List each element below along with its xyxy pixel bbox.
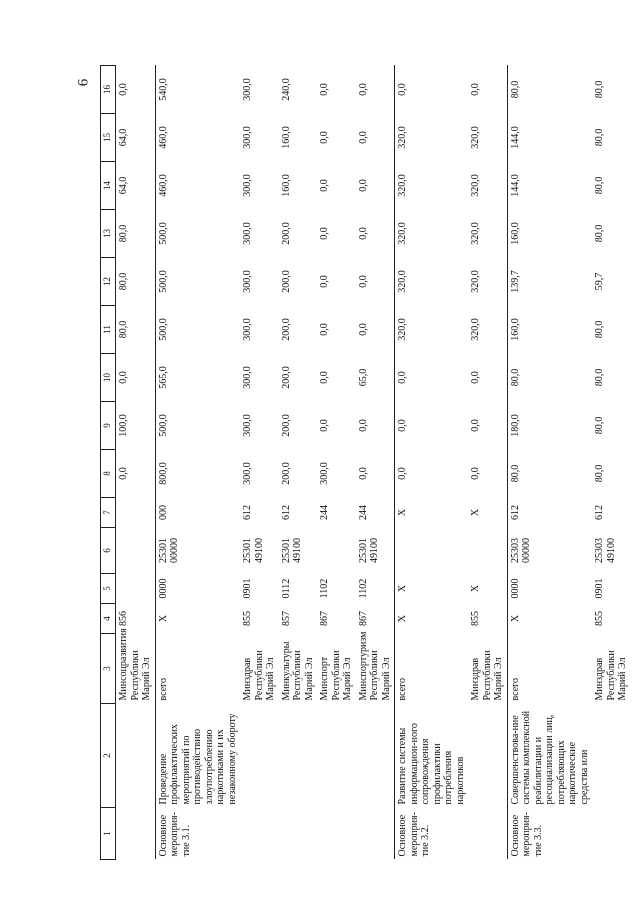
mero-code: Основное мероприя-тие 3.2. xyxy=(397,812,431,857)
year-amount: 0,0 xyxy=(319,131,330,144)
year-amount: 240,0 xyxy=(280,78,292,101)
vr-code: Х xyxy=(397,508,408,517)
mero-code xyxy=(468,808,507,860)
year-amount: 0,0 xyxy=(357,227,369,240)
rzpr-code: 0000 xyxy=(509,578,521,599)
mero-name xyxy=(279,704,318,808)
table-row xyxy=(240,66,279,860)
year-amount: 300,0 xyxy=(319,462,330,485)
column-number: 1 xyxy=(101,808,116,860)
rzpr-code: Х xyxy=(397,584,408,593)
vr-code: 244 xyxy=(357,505,369,520)
column-number: 4 xyxy=(101,604,116,634)
vr-code: 000 xyxy=(157,505,169,520)
executor: Минкультуры Республики Марий Эл xyxy=(280,641,315,701)
year-amount: 540,0 xyxy=(157,78,169,101)
column-number: 12 xyxy=(101,258,116,306)
year-amount: 300,0 xyxy=(242,462,253,485)
grbs-code: 857 xyxy=(280,611,292,626)
grbs-code: Х xyxy=(509,614,521,623)
mero-name xyxy=(116,704,156,808)
year-amount: 180,0 xyxy=(509,414,521,437)
year-amount: 800,0 xyxy=(157,462,169,485)
budget-table xyxy=(100,65,631,860)
year-amount: 300,0 xyxy=(242,414,253,437)
grbs-code: 855 xyxy=(594,611,605,626)
year-amount: 0,0 xyxy=(357,179,369,192)
year-amount: 200,0 xyxy=(280,270,292,293)
mero-code xyxy=(116,808,156,860)
csr-code: 25301 49100 xyxy=(280,538,303,563)
year-amount: 320,0 xyxy=(470,174,481,197)
column-number: 9 xyxy=(101,402,116,450)
year-amount: 0,0 xyxy=(319,275,330,288)
year-amount: 80,0 xyxy=(594,320,605,339)
column-number: 15 xyxy=(101,114,116,162)
mero-code xyxy=(317,808,356,860)
table-body xyxy=(116,66,631,860)
column-number: 14 xyxy=(101,162,116,210)
csr-code: 25301 00000 xyxy=(157,538,180,563)
year-amount: 80,0 xyxy=(594,368,605,387)
year-amount: 0,0 xyxy=(470,419,481,432)
mero-name: Проведение профилактических мероприятий по противодействию злоупотреблению наркотиками и их незаконному обороту xyxy=(157,713,238,805)
mero-code xyxy=(240,808,279,860)
rzpr-code: 1102 xyxy=(357,578,369,599)
year-amount: 0,0 xyxy=(118,371,129,384)
year-amount: 300,0 xyxy=(242,318,253,341)
executor: всего xyxy=(509,677,521,701)
executor: всего xyxy=(157,677,169,701)
rzpr-code: Х xyxy=(470,584,481,593)
year-amount: 0,0 xyxy=(397,371,408,384)
csr-code xyxy=(116,528,156,574)
year-amount: 320,0 xyxy=(397,222,408,245)
csr-code xyxy=(317,528,356,574)
mero-code xyxy=(279,808,318,860)
column-number: 6 xyxy=(101,528,116,574)
year-amount: 500,0 xyxy=(157,270,169,293)
column-number: 8 xyxy=(101,450,116,498)
vr-code: 612 xyxy=(594,505,605,520)
vr-code: 612 xyxy=(242,505,253,520)
year-amount: 64,0 xyxy=(118,176,129,195)
column-number: 13 xyxy=(101,210,116,258)
year-amount: 500,0 xyxy=(157,318,169,341)
year-amount: 144,0 xyxy=(509,174,521,197)
year-amount: 0,0 xyxy=(118,467,129,480)
year-amount: 320,0 xyxy=(397,174,408,197)
year-amount: 320,0 xyxy=(470,126,481,149)
year-amount: 0,0 xyxy=(319,371,330,384)
grbs-code: 855 xyxy=(470,611,481,626)
rotated-page-content xyxy=(100,70,639,860)
mero-name: Совершенствова-ние системы комплексной реабилитации и ресоциализации лиц, потребляющих наркотические средства или xyxy=(509,710,590,805)
year-amount: 160,0 xyxy=(280,174,292,197)
mero-code xyxy=(592,808,631,860)
year-amount: 0,0 xyxy=(357,131,369,144)
vr-code: 244 xyxy=(319,505,330,520)
executor: Минспорт Республики Марий Эл xyxy=(319,650,353,701)
year-amount: 0,0 xyxy=(357,467,369,480)
year-amount: 0,0 xyxy=(397,419,408,432)
column-number: 3 xyxy=(101,634,116,704)
year-amount: 200,0 xyxy=(280,462,292,485)
year-amount: 300,0 xyxy=(242,366,253,389)
column-number: 16 xyxy=(101,66,116,114)
year-amount: 200,0 xyxy=(280,414,292,437)
year-amount: 565,0 xyxy=(157,366,169,389)
table-row xyxy=(279,66,318,860)
year-amount: 0,0 xyxy=(357,419,369,432)
rzpr-code: 0000 xyxy=(157,578,169,599)
table-row xyxy=(317,66,356,860)
vr-code: 612 xyxy=(280,505,292,520)
year-amount: 0,0 xyxy=(470,467,481,480)
mero-code: Основное мероприя-тие 3.1. xyxy=(157,812,192,857)
vr-code: 612 xyxy=(509,505,521,520)
year-amount: 0,0 xyxy=(319,227,330,240)
year-amount: 80,0 xyxy=(594,464,605,483)
year-amount: 500,0 xyxy=(157,222,169,245)
executor: Минздрав Республики Марий Эл xyxy=(242,650,276,701)
year-amount: 80,0 xyxy=(594,80,605,99)
grbs-code: 855 xyxy=(242,611,253,626)
column-number: 2 xyxy=(101,704,116,808)
rzpr-code xyxy=(116,574,156,604)
mero-code: Основное мероприя-тие 3.3. xyxy=(509,812,544,857)
csr-code: 25301 49100 xyxy=(357,538,380,563)
year-amount: 320,0 xyxy=(397,318,408,341)
csr-code xyxy=(395,528,469,574)
year-amount: 500,0 xyxy=(157,414,169,437)
year-amount: 0,0 xyxy=(470,371,481,384)
year-amount: 300,0 xyxy=(242,174,253,197)
year-amount: 59,7 xyxy=(594,272,605,291)
year-amount: 0,0 xyxy=(397,83,408,96)
column-number-row xyxy=(101,66,116,860)
table-row xyxy=(116,66,156,860)
year-amount: 80,0 xyxy=(594,128,605,147)
year-amount: 139,7 xyxy=(509,270,521,293)
column-number: 10 xyxy=(101,354,116,402)
column-number: 7 xyxy=(101,498,116,528)
mero-name xyxy=(317,704,356,808)
year-amount: 80,0 xyxy=(118,224,129,243)
mero-name xyxy=(592,704,631,808)
year-amount: 80,0 xyxy=(509,464,521,483)
year-amount: 0,0 xyxy=(357,275,369,288)
table-row xyxy=(356,66,395,860)
year-amount: 80,0 xyxy=(509,368,521,387)
page-number: 6 xyxy=(75,78,92,87)
table-row xyxy=(507,66,592,860)
csr-code: 25303 00000 xyxy=(509,538,532,563)
year-amount: 0,0 xyxy=(319,179,330,192)
year-amount: 320,0 xyxy=(470,270,481,293)
vr-code: Х xyxy=(470,508,481,517)
year-amount: 200,0 xyxy=(280,222,292,245)
vr-code xyxy=(116,498,156,528)
executor: Минсоцразвития Республики Марий Эл xyxy=(118,628,152,701)
rzpr-code: 0112 xyxy=(280,578,292,599)
mero-name xyxy=(468,704,507,808)
rzpr-code: 0901 xyxy=(242,578,253,599)
csr-code: 25301 49100 xyxy=(242,538,265,563)
year-amount: 300,0 xyxy=(242,126,253,149)
year-amount: 320,0 xyxy=(470,318,481,341)
year-amount: 80,0 xyxy=(594,176,605,195)
year-amount: 0,0 xyxy=(470,83,481,96)
year-amount: 300,0 xyxy=(242,270,253,293)
grbs-code: 856 xyxy=(118,611,129,626)
grbs-code: Х xyxy=(397,614,408,623)
year-amount: 320,0 xyxy=(397,126,408,149)
year-amount: 460,0 xyxy=(157,174,169,197)
grbs-code: 867 xyxy=(357,611,369,626)
year-amount: 320,0 xyxy=(397,270,408,293)
executor: Минздрав Республики Марий Эл xyxy=(470,650,504,701)
year-amount: 80,0 xyxy=(594,224,605,243)
table-row xyxy=(468,66,507,860)
year-amount: 144,0 xyxy=(509,126,521,149)
executor: Минздрав Республики Марий Эл xyxy=(594,650,628,701)
year-amount: 320,0 xyxy=(470,222,481,245)
table-row xyxy=(395,66,469,860)
mero-name: Развитие системы информацион-ного сопровождения профилактики потребления наркотиков xyxy=(397,723,466,805)
executor: всего xyxy=(397,677,408,701)
grbs-code: 867 xyxy=(319,611,330,626)
year-amount: 0,0 xyxy=(319,323,330,336)
column-number: 5 xyxy=(101,574,116,604)
executor: Минспортуризм Республики Марий Эл xyxy=(357,631,392,701)
mero-code xyxy=(356,808,395,860)
mero-name xyxy=(240,704,279,808)
year-amount: 300,0 xyxy=(242,222,253,245)
csr-code xyxy=(468,528,507,574)
table-row xyxy=(155,66,240,860)
year-amount: 100,0 xyxy=(118,414,129,437)
year-amount: 80,0 xyxy=(509,80,521,99)
year-amount: 80,0 xyxy=(594,416,605,435)
table-row xyxy=(592,66,631,860)
year-amount: 300,0 xyxy=(242,78,253,101)
csr-code: 25303 49100 xyxy=(594,538,617,563)
column-number: 11 xyxy=(101,306,116,354)
year-amount: 80,0 xyxy=(118,272,129,291)
year-amount: 460,0 xyxy=(157,126,169,149)
year-amount: 80,0 xyxy=(118,320,129,339)
year-amount: 160,0 xyxy=(509,318,521,341)
rzpr-code: 0901 xyxy=(594,578,605,599)
grbs-code: Х xyxy=(157,614,169,623)
year-amount: 64,0 xyxy=(118,128,129,147)
year-amount: 0,0 xyxy=(357,323,369,336)
year-amount: 0,0 xyxy=(397,467,408,480)
year-amount: 0,0 xyxy=(319,419,330,432)
year-amount: 0,0 xyxy=(357,83,369,96)
year-amount: 200,0 xyxy=(280,366,292,389)
year-amount: 0,0 xyxy=(118,83,129,96)
rzpr-code: 1102 xyxy=(319,578,330,599)
year-amount: 0,0 xyxy=(319,83,330,96)
year-amount: 200,0 xyxy=(280,318,292,341)
year-amount: 160,0 xyxy=(509,222,521,245)
year-amount: 65,0 xyxy=(357,368,369,387)
mero-name xyxy=(356,704,395,808)
year-amount: 160,0 xyxy=(280,126,292,149)
